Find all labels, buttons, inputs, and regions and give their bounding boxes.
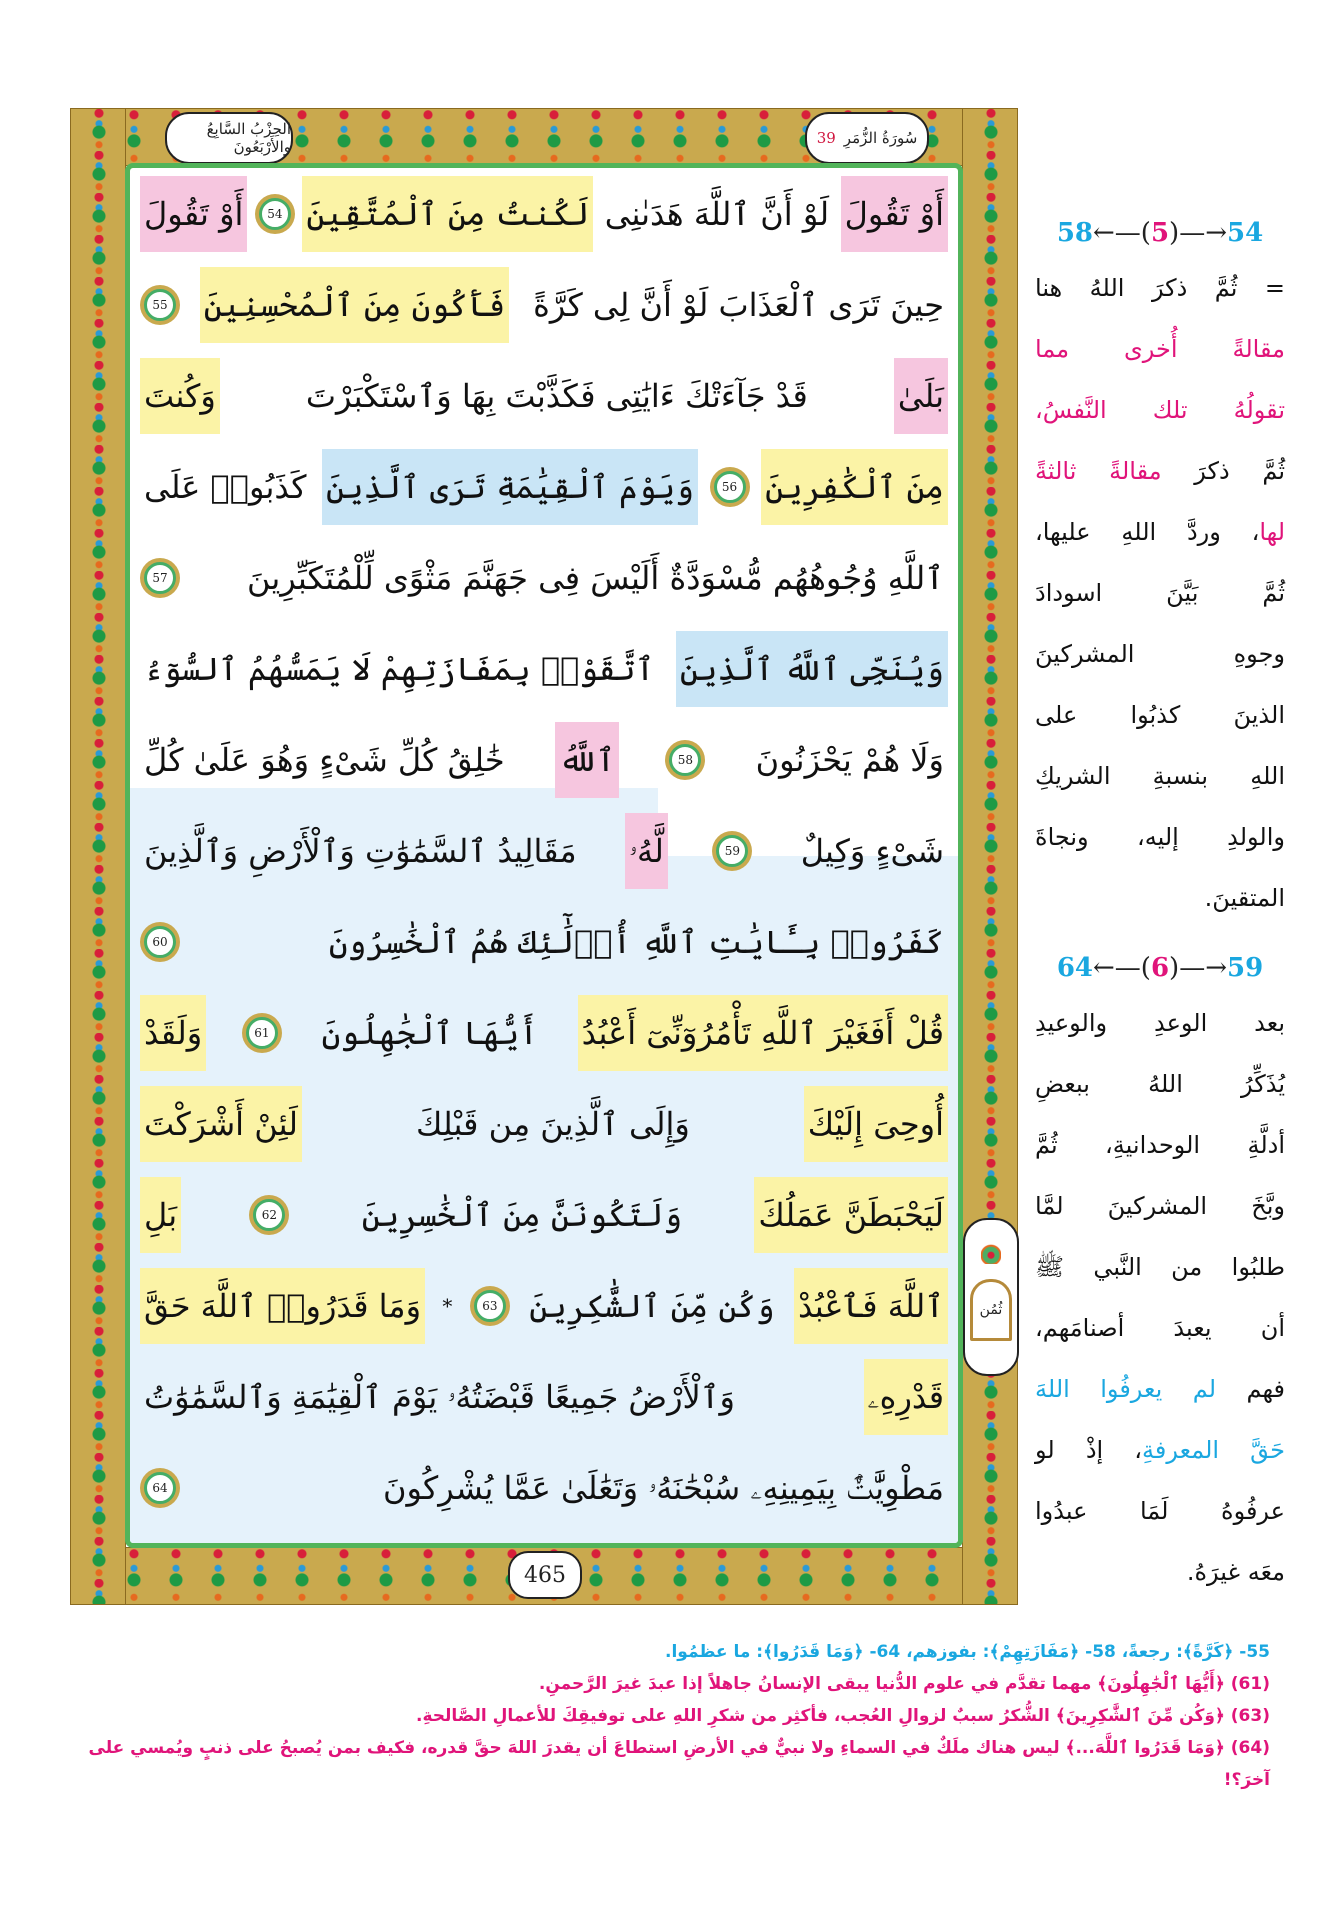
tafsir-line: [1035, 1115, 1285, 1176]
quran-line: [140, 1450, 948, 1526]
tafsir-text: عرفُوهُ لَمَا عبدُوا: [1035, 1497, 1285, 1525]
verse-text: كَفَرُوا۟ بِـَٔايَٰتِ ٱللَّهِ أُو۟لَٰٓئِكَ هُمُ ٱلْخَٰسِرُونَ: [328, 923, 944, 961]
tafsir-line: [1035, 1481, 1285, 1542]
tafsir-line: [1035, 1237, 1285, 1298]
tafsir-line: [1035, 380, 1285, 441]
tafsir-text: طلبُوا من النَّبي ﷺ: [1035, 1253, 1285, 1281]
arrow-right-icon: )—→: [1169, 953, 1227, 983]
tafsir-line: [1035, 319, 1285, 380]
quran-line: [140, 904, 948, 980]
surah-number: 39: [816, 129, 836, 147]
verse-text: مَطْوِيَّٰتٌۢ بِيَمِينِهِۦ سُبْحَٰنَهُۥ وَتَعَٰلَىٰ عَمَّا يُشْرِكُونَ: [382, 1469, 944, 1507]
tafsir-text: اللهِ بنسبةِ الشريكِ: [1035, 762, 1285, 790]
verse-text: كَذَبُوا۟ عَلَى: [144, 468, 307, 506]
ornament-border-left: [70, 108, 126, 1605]
highlighted-phrase: وَيَوْمَ ٱلْقِيَٰمَةِ تَرَى ٱلَّذِينَ: [322, 449, 698, 525]
tafsir-text: يُذَكِّرُ اللهُ ببعضِ: [1035, 1070, 1285, 1098]
range-start: 59: [1226, 953, 1264, 983]
emphasized-text: لها: [1259, 518, 1285, 546]
verse-text: وَلَا هُمْ يَحْزَنُونَ: [755, 741, 944, 779]
page-number-cartouche: [508, 1551, 582, 1599]
tafsir-text: أدلَّةِ الوحدانيةِ، ثُمَّ: [1035, 1131, 1285, 1159]
hizb-label: الحِزْبُ السَّابِعُ والأَرْبَعُونَ: [206, 120, 291, 156]
tafsir-text: أن يعبدَ أصنامَهم،: [1035, 1314, 1285, 1342]
ayah-number-marker: 54: [259, 198, 291, 230]
verse-text: وَلَتَكُونَنَّ مِنَ ٱلْخَٰسِرِينَ: [361, 1196, 683, 1234]
reflection-footnote: (64) ﴿وَمَا قَدَرُوا ٱللَّهَ...﴾ ليس هناك ملَكٌ في السماءِ ولا نبيٌّ في الأرضِ استطاعَ أن يقدرَ اللهَ حقَّ قدره، فكيف بمن يُصبحُ على ذنبٍ ويُمسي على: [88, 1738, 1270, 1758]
surah-label: سُورَةُ الزُّمَرِ: [843, 129, 918, 147]
tafsir-line: [1035, 685, 1285, 746]
arrow-right-icon: )—→: [1169, 218, 1227, 248]
tafsir-line: [1035, 624, 1285, 685]
tafsir-line: [1035, 1298, 1285, 1359]
range-end: 64: [1056, 953, 1094, 983]
quran-line: [140, 267, 948, 343]
highlighted-phrase: وَيُنَجِّى ٱللَّهُ ٱلَّذِينَ: [676, 631, 948, 707]
verse-range-header: [1035, 943, 1285, 993]
ornament-border-right: [962, 108, 1018, 1605]
emphasized-text: مقالةً أُخرى مما: [1035, 335, 1285, 363]
tafsir-line: [1035, 993, 1285, 1054]
tafsir-text: والولدِ إليه، ونجاةَ: [1035, 823, 1285, 851]
quran-line: [140, 176, 948, 252]
ayah-number-marker: 55: [144, 289, 176, 321]
surah-label-cartouche: [805, 112, 929, 164]
quran-line: [140, 1268, 948, 1344]
arrow-left-icon: ←—(: [1093, 953, 1151, 983]
highlighted-phrase: ٱللَّهُ: [555, 722, 619, 798]
tafsir-text: = ثُمَّ ذكرَ اللهُ هنا: [1035, 274, 1285, 302]
tafsir-text: ثُمَّ ذكرَ: [1161, 457, 1286, 485]
emphasized-text: لم يعرفُوا اللهَ: [1035, 1375, 1217, 1403]
highlighted-phrase: لَئِنْ أَشْرَكْتَ: [140, 1086, 302, 1162]
tafsir-text: ثُمَّ بَيَّنَ اسودادَ: [1035, 579, 1285, 607]
vocabulary-footnote: 55- ﴿كَرَّةً﴾: رجعةً، 58- ﴿مَفَازَتِهِمْ﴾: بفوزهم، 64- ﴿وَمَا قَدَرُوا﴾: ما عظمُوا.: [665, 1642, 1270, 1662]
quran-line: [140, 1359, 948, 1435]
quran-line: [140, 1086, 948, 1162]
highlighted-phrase: قُلْ أَفَغَيْرَ ٱللَّهِ تَأْمُرُوٓنِّىٓ أَعْبُدُ: [578, 995, 948, 1071]
highlighted-phrase: وَكُنتَ: [140, 358, 220, 434]
tafsir-line: [1035, 868, 1285, 929]
tafsir-text: وجوهِ المشركينَ: [1035, 640, 1285, 668]
emphasized-text: مقالةً ثالثةً: [1035, 457, 1162, 485]
ayah-number-marker: 59: [716, 835, 748, 867]
reflection-footnote: (63) ﴿وَكُن مِّنَ ٱلشَّٰكِرِينَ﴾ الشُّكرُ سببٌ لزوالِ العُجب، فأكثِر من شكرِ اللهِ على توفيقِكَ للأعمالِ الصَّالحةِ.: [415, 1706, 1270, 1726]
verse-text: مَقَالِيدُ ٱلسَّمَٰوَٰتِ وَٱلْأَرْضِ وَٱلَّذِينَ: [144, 832, 577, 870]
highlighted-phrase: أَوْ تَقُولَ: [140, 176, 247, 252]
verse-text: أَيُّهَا ٱلْجَٰهِلُونَ: [321, 1014, 538, 1052]
highlighted-phrase: بَلَىٰ: [894, 358, 948, 434]
verse-text: وَٱلْأَرْضُ جَمِيعًا قَبْضَتُهُۥ يَوْمَ ٱلْقِيَٰمَةِ وَٱلسَّمَٰوَٰتُ: [144, 1378, 735, 1416]
tafsir-line: [1035, 258, 1285, 319]
highlighted-phrase: وَمَا قَدَرُوا۟ ٱللَّهَ حَقَّ: [140, 1268, 425, 1344]
tafsir-line: [1035, 1176, 1285, 1237]
verse-text: قَدْ جَآءَتْكَ ءَايَٰتِى فَكَذَّبْتَ بِهَا وَٱسْتَكْبَرْتَ: [305, 377, 808, 415]
highlighted-phrase: لَّهُۥ: [625, 813, 668, 889]
highlighted-phrase: بَلِ: [140, 1177, 181, 1253]
section-number: 5: [1150, 218, 1170, 248]
thumn-label: ثُمُن: [979, 1302, 1003, 1318]
tafsir-line: [1035, 746, 1285, 807]
tafsir-line: [1035, 563, 1285, 624]
range-start: 54: [1226, 218, 1264, 248]
highlighted-phrase: أَوْ تَقُولَ: [841, 176, 948, 252]
thumn-arch: [970, 1279, 1012, 1341]
tafsir-line: [1035, 441, 1285, 502]
section-gap: [1035, 929, 1285, 943]
verse-text: لَوْ أَنَّ ٱللَّهَ هَدَىٰنِى: [604, 195, 830, 233]
verse-text: حِينَ تَرَى ٱلْعَذَابَ لَوْ أَنَّ لِى كَرَّةً: [533, 286, 944, 324]
tafsir-line: [1035, 1542, 1285, 1603]
tafsir-line: [1035, 1420, 1285, 1481]
quran-line: [140, 1177, 948, 1253]
ayah-number-marker: 61: [246, 1017, 278, 1049]
emphasized-text: تقولُهُ تلك النَّفسُ،: [1035, 396, 1285, 424]
tafsir-line: [1035, 502, 1285, 563]
quran-line: [140, 449, 948, 525]
tafsir-line: [1035, 807, 1285, 868]
page-number: 465: [524, 1562, 566, 1588]
verse-text: ٱللَّهِ وُجُوهُهُم مُّسْوَدَّةٌ أَلَيْسَ فِى جَهَنَّمَ مَثْوًى لِّلْمُتَكَبِّرِينَ: [246, 559, 944, 597]
ayah-number-marker: 63: [474, 1290, 506, 1322]
highlighted-phrase: لَكُنتُ مِنَ ٱلْمُتَّقِينَ: [302, 176, 593, 252]
quran-line: [140, 358, 948, 434]
highlighted-phrase: فَأَكُونَ مِنَ ٱلْمُحْسِنِينَ: [200, 267, 510, 343]
range-end: 58: [1056, 218, 1094, 248]
hizb-label-cartouche: [165, 112, 293, 164]
verse-text: وَكُن مِّنَ ٱلشَّٰكِرِينَ: [529, 1287, 775, 1325]
thumn-marker: [963, 1218, 1019, 1376]
verse-text: شَىْءٍ وَكِيلٌ: [800, 832, 944, 870]
reflection-footnote: آخرَ؟!: [1223, 1770, 1270, 1790]
verse-text: وَإِلَى ٱلَّذِينَ مِن قَبْلِكَ: [415, 1105, 690, 1143]
quran-line: [140, 631, 948, 707]
floral-crown-icon: [981, 1242, 1001, 1264]
quran-line: [140, 722, 948, 798]
verse-text: خَٰلِقُ كُلِّ شَىْءٍ وَهُوَ عَلَىٰ كُلِّ: [144, 741, 505, 779]
quran-line: [140, 813, 948, 889]
reflection-footnote: (61) ﴿أَيُّهَا ٱلْجَٰهِلُونَ﴾ مهما تقدَّم في علوم الدُّنيا يبقى الإنسانُ جاهلاً إذا عبدَ غيرَ الرَّحمنِ.: [538, 1674, 1270, 1694]
highlighted-phrase: قَدْرِهِۦ: [864, 1359, 948, 1435]
tafsir-text: الذينَ كذبُوا على: [1035, 701, 1285, 729]
tafsir-text: معَه غيرَهُ.: [1186, 1558, 1285, 1586]
sajda-star-icon: *: [442, 1294, 453, 1318]
verse-range-header: [1035, 208, 1285, 258]
quran-text-box: [125, 163, 963, 1548]
ayah-number-marker: 58: [669, 744, 701, 776]
ayah-number-marker: 64: [144, 1472, 176, 1504]
ayah-number-marker: 56: [714, 471, 746, 503]
highlighted-phrase: لَيَحْبَطَنَّ عَمَلُكَ: [754, 1177, 948, 1253]
tafsir-text: ، إذْ لو: [1035, 1436, 1143, 1464]
tafsir-text: وبَّخَ المشركينَ لمَّا: [1035, 1192, 1285, 1220]
emphasized-text: حَقَّ المعرفةِ: [1142, 1436, 1286, 1464]
ayah-number-marker: 57: [144, 562, 176, 594]
highlighted-phrase: أُوحِىَ إِلَيْكَ: [804, 1086, 948, 1162]
tafsir-line: [1035, 1054, 1285, 1115]
ayah-number-marker: 60: [144, 926, 176, 958]
quran-line: [140, 995, 948, 1071]
ayah-number-marker: 62: [253, 1199, 285, 1231]
highlighted-phrase: مِنَ ٱلْكَٰفِرِينَ: [761, 449, 948, 525]
highlighted-phrase: ٱللَّهَ فَٱعْبُدْ: [794, 1268, 948, 1344]
tafsir-sidebar: [1035, 208, 1285, 1603]
tafsir-text: بعد الوعدِ والوعيدِ: [1035, 1009, 1285, 1037]
arrow-left-icon: ←—(: [1093, 218, 1151, 248]
tafsir-text: ، وردَّ اللهِ عليها،: [1035, 518, 1260, 546]
tafsir-text: فهم: [1216, 1375, 1285, 1403]
tafsir-text: المتقينَ.: [1204, 884, 1285, 912]
verse-text: ٱتَّقَوْا۟ بِمَفَازَتِهِمْ لَا يَمَسُّهُمُ ٱلسُّوٓءُ: [144, 650, 655, 688]
tafsir-line: [1035, 1359, 1285, 1420]
section-number: 6: [1150, 953, 1170, 983]
quran-line: [140, 540, 948, 616]
footnotes: [88, 1636, 1270, 1796]
highlighted-phrase: وَلَقَدْ: [140, 995, 206, 1071]
